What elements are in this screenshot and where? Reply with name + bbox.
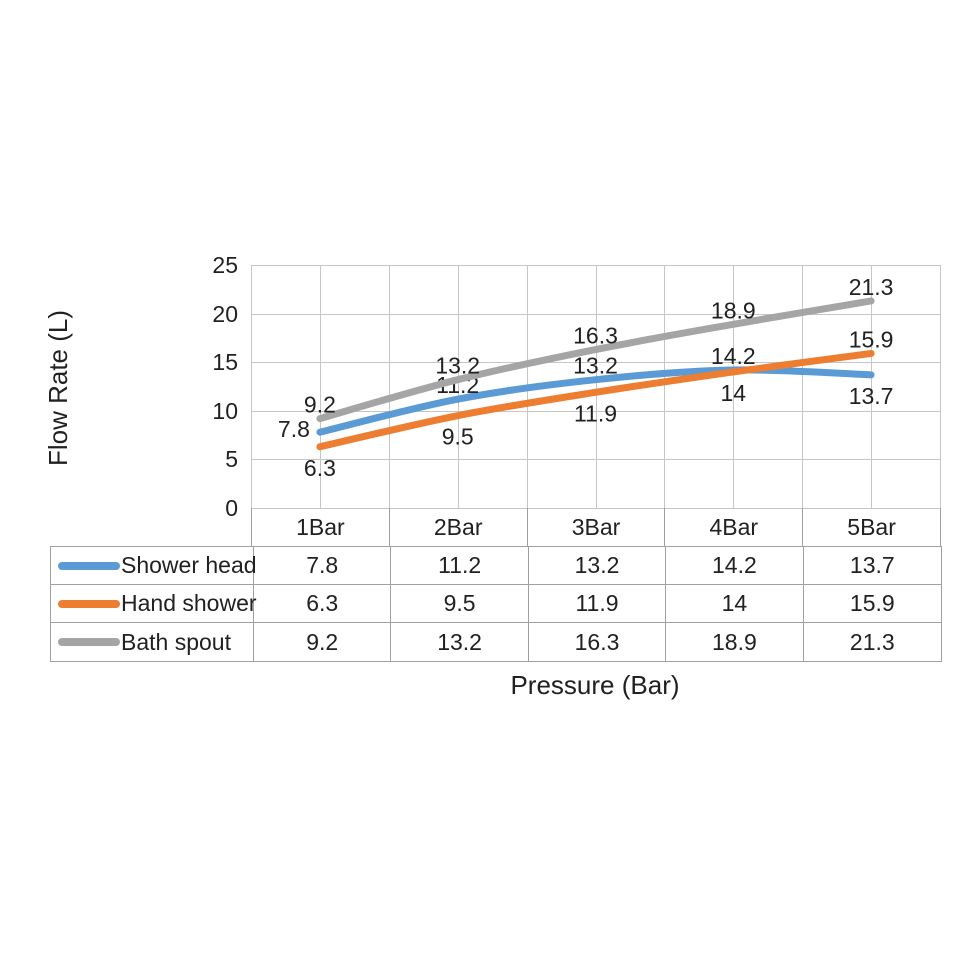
data-label-shower-head: 13.2 xyxy=(573,352,618,379)
data-label-bath-spout: 9.2 xyxy=(303,391,336,418)
data-label-bath-spout: 16.3 xyxy=(573,322,618,349)
category-label: 3Bar xyxy=(527,508,665,546)
data-label-bath-spout: 18.9 xyxy=(710,297,756,324)
y-tick-label: 5 xyxy=(225,446,238,473)
y-tick-label: 0 xyxy=(225,495,238,521)
data-label-shower-head: 7.8 xyxy=(277,416,310,443)
table-value-cell: 14.2 xyxy=(666,547,803,585)
category-label: 1Bar xyxy=(251,508,389,546)
x-axis-category-row xyxy=(251,508,941,546)
legend-cell-bath-spout xyxy=(51,623,254,661)
data-label-hand-shower: 15.9 xyxy=(848,326,894,353)
table-value-cell: 7.8 xyxy=(254,547,391,585)
x-axis-title: Pressure (Bar) xyxy=(510,670,680,700)
table-value-cell: 15.9 xyxy=(804,585,941,623)
series-line-bath-spout xyxy=(320,301,871,419)
data-label-bath-spout: 13.2 xyxy=(435,352,481,379)
y-tick-label: 15 xyxy=(212,349,238,376)
table-value-cell: 11.2 xyxy=(391,547,528,585)
y-tick-label: 20 xyxy=(212,300,238,327)
data-label-hand-shower: 11.9 xyxy=(573,400,618,427)
legend-swatch-bath-spout xyxy=(58,638,120,646)
table-value-cell: 13.7 xyxy=(804,547,941,585)
legend-cell-shower-head xyxy=(51,547,257,585)
table-value-cell: 14 xyxy=(666,585,803,623)
y-tick-label: 25 xyxy=(212,252,238,278)
data-label-bath-spout: 21.3 xyxy=(848,273,894,300)
data-label-shower-head: 11.2 xyxy=(436,372,480,399)
legend-label-shower-head: Shower head xyxy=(121,552,257,578)
table-value-cell: 13.2 xyxy=(529,547,666,585)
legend-swatch-hand-shower xyxy=(58,600,120,608)
table-value-cell: 9.5 xyxy=(391,585,528,623)
data-table xyxy=(50,546,942,662)
table-value-cell: 11.9 xyxy=(529,585,666,623)
legend-label-bath-spout: Bath spout xyxy=(121,628,231,655)
legend-swatch-shower-head xyxy=(58,562,120,570)
category-label: 5Bar xyxy=(802,508,941,546)
table-value-cell: 16.3 xyxy=(529,623,666,661)
y-axis-title: Flow Rate (L) xyxy=(43,309,73,467)
category-label: 4Bar xyxy=(664,508,802,546)
table-value-cell: 6.3 xyxy=(254,585,391,623)
series-line-hand-shower xyxy=(320,353,871,446)
category-label: 2Bar xyxy=(389,508,527,546)
data-label-shower-head: 14.2 xyxy=(710,342,756,369)
series-line-shower-head xyxy=(320,370,871,432)
data-label-shower-head: 13.7 xyxy=(848,382,894,409)
table-value-cell: 9.2 xyxy=(254,623,391,661)
legend-label-hand-shower: Hand shower xyxy=(121,590,257,616)
data-label-hand-shower: 6.3 xyxy=(303,454,336,481)
table-value-cell: 21.3 xyxy=(849,628,895,655)
data-label-hand-shower: 9.5 xyxy=(441,423,474,450)
data-label-hand-shower: 14 xyxy=(720,379,747,406)
y-tick-label: 10 xyxy=(212,397,238,424)
table-value-cell: 13.2 xyxy=(391,623,528,661)
table-value-cell: 18.9 xyxy=(666,623,803,661)
legend-cell-hand-shower xyxy=(51,585,257,623)
